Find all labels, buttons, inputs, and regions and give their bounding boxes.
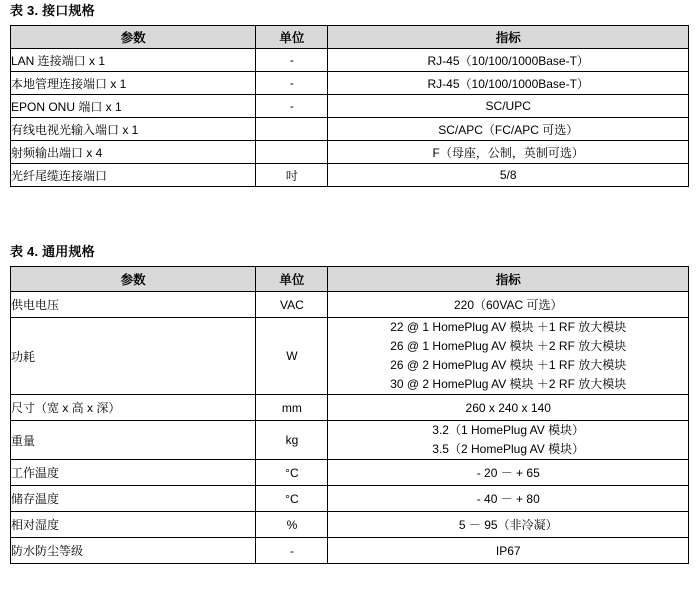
table3-row5-unit: 吋 xyxy=(256,164,328,187)
table4-row1-spec xyxy=(328,318,689,395)
table4-header-unit: 单位 xyxy=(256,267,328,292)
table3-header-row xyxy=(11,26,689,49)
table4-header-param: 参数 xyxy=(11,267,256,292)
table-row xyxy=(11,164,689,187)
section-spacer xyxy=(10,187,690,241)
table3-row5-param: 光纤尾缆连接端口 xyxy=(11,164,256,187)
table4-row2-unit: mm xyxy=(256,395,328,421)
table-row xyxy=(11,95,689,118)
table3-header-param: 参数 xyxy=(11,26,256,49)
table4-row3-spec-line1: 3.5（2 HomePlug AV 模块） xyxy=(432,442,585,456)
table-row xyxy=(11,118,689,141)
table3-row2-spec: SC/UPC xyxy=(328,95,689,118)
table4-row1-spec-line1: 26 @ 1 HomePlug AV 模块 ＋2 RF 放大模块 xyxy=(390,339,627,353)
table3-row5-spec: 5/8 xyxy=(328,164,689,187)
table4-row3-spec xyxy=(328,421,689,460)
table4-row4-unit: °C xyxy=(256,460,328,486)
table-row xyxy=(11,512,689,538)
table4-row6-param: 相对湿度 xyxy=(11,512,256,538)
table-row xyxy=(11,72,689,95)
table4-row3-param: 重量 xyxy=(11,421,256,460)
table4-row7-unit: - xyxy=(256,538,328,564)
table4-header-spec: 指标 xyxy=(328,267,689,292)
table4-row5-unit: °C xyxy=(256,486,328,512)
table3-row2-param: EPON ONU 端口 x 1 xyxy=(11,95,256,118)
table-row xyxy=(11,395,689,421)
table-row xyxy=(11,538,689,564)
table3-row3-unit xyxy=(256,118,328,141)
table4-row6-unit: % xyxy=(256,512,328,538)
table3-row3-param: 有线电视光输入端口 x 1 xyxy=(11,118,256,141)
table4-row5-spec: - 40 － + 80 xyxy=(328,486,689,512)
table3-caption: 表 3. 接口规格 xyxy=(10,3,95,18)
table3-header-unit: 单位 xyxy=(256,26,328,49)
table-row xyxy=(11,421,689,460)
table4-row7-spec: IP67 xyxy=(328,538,689,564)
table3-row2-unit: - xyxy=(256,95,328,118)
table4-row0-spec: 220（60VAC 可选） xyxy=(328,292,689,318)
table3-row4-param: 射频输出端口 x 4 xyxy=(11,141,256,164)
table3-row4-unit xyxy=(256,141,328,164)
table4-row1-unit: W xyxy=(256,318,328,395)
table3-row4-spec: F（母座，公制，英制可选） xyxy=(328,141,689,164)
table3-interface-specs xyxy=(10,25,689,187)
table4-general-specs xyxy=(10,266,689,564)
table3-row1-param: 本地管理连接端口 x 1 xyxy=(11,72,256,95)
table3-body xyxy=(11,49,689,187)
table3-header-spec: 指标 xyxy=(328,26,689,49)
table3-row3-spec: SC/APC（FC/APC 可选） xyxy=(328,118,689,141)
table4-row3-spec-line0: 3.2（1 HomePlug AV 模块） xyxy=(432,423,585,437)
table4-row1-param: 功耗 xyxy=(11,318,256,395)
table4-row1-spec-line3: 30 @ 2 HomePlug AV 模块 ＋2 RF 放大模块 xyxy=(390,377,627,391)
table4-row0-param: 供电电压 xyxy=(11,292,256,318)
table4-row1-spec-line2: 26 @ 2 HomePlug AV 模块 ＋1 RF 放大模块 xyxy=(390,358,627,372)
table-row xyxy=(11,460,689,486)
table4-row4-spec: - 20 － + 65 xyxy=(328,460,689,486)
table4-row2-spec: 260 x 240 x 140 xyxy=(328,395,689,421)
table3-row0-param: LAN 连接端口 x 1 xyxy=(11,49,256,72)
table3-row1-spec: RJ-45（10/100/1000Base-T） xyxy=(328,72,689,95)
table3-row1-unit: - xyxy=(256,72,328,95)
table-row xyxy=(11,49,689,72)
table4-row4-param: 工作温度 xyxy=(11,460,256,486)
table-row xyxy=(11,292,689,318)
table4-row0-unit: VAC xyxy=(256,292,328,318)
table4-body xyxy=(11,292,689,564)
table4-caption: 表 4. 通用规格 xyxy=(10,244,95,259)
table-row xyxy=(11,486,689,512)
table-row xyxy=(11,318,689,395)
table4-row7-param: 防水防尘等级 xyxy=(11,538,256,564)
table3-row0-unit: - xyxy=(256,49,328,72)
table4-row2-param: 尺寸（宽 x 高 x 深） xyxy=(11,395,256,421)
table4-row6-spec: 5 － 95（非冷凝） xyxy=(328,512,689,538)
table-row xyxy=(11,141,689,164)
table4-header-row xyxy=(11,267,689,292)
table4-row5-param: 储存温度 xyxy=(11,486,256,512)
table3-row0-spec: RJ-45（10/100/1000Base-T） xyxy=(328,49,689,72)
table4-row1-spec-line0: 22 @ 1 HomePlug AV 模块 ＋1 RF 放大模块 xyxy=(390,320,627,334)
table4-row3-unit: kg xyxy=(256,421,328,460)
